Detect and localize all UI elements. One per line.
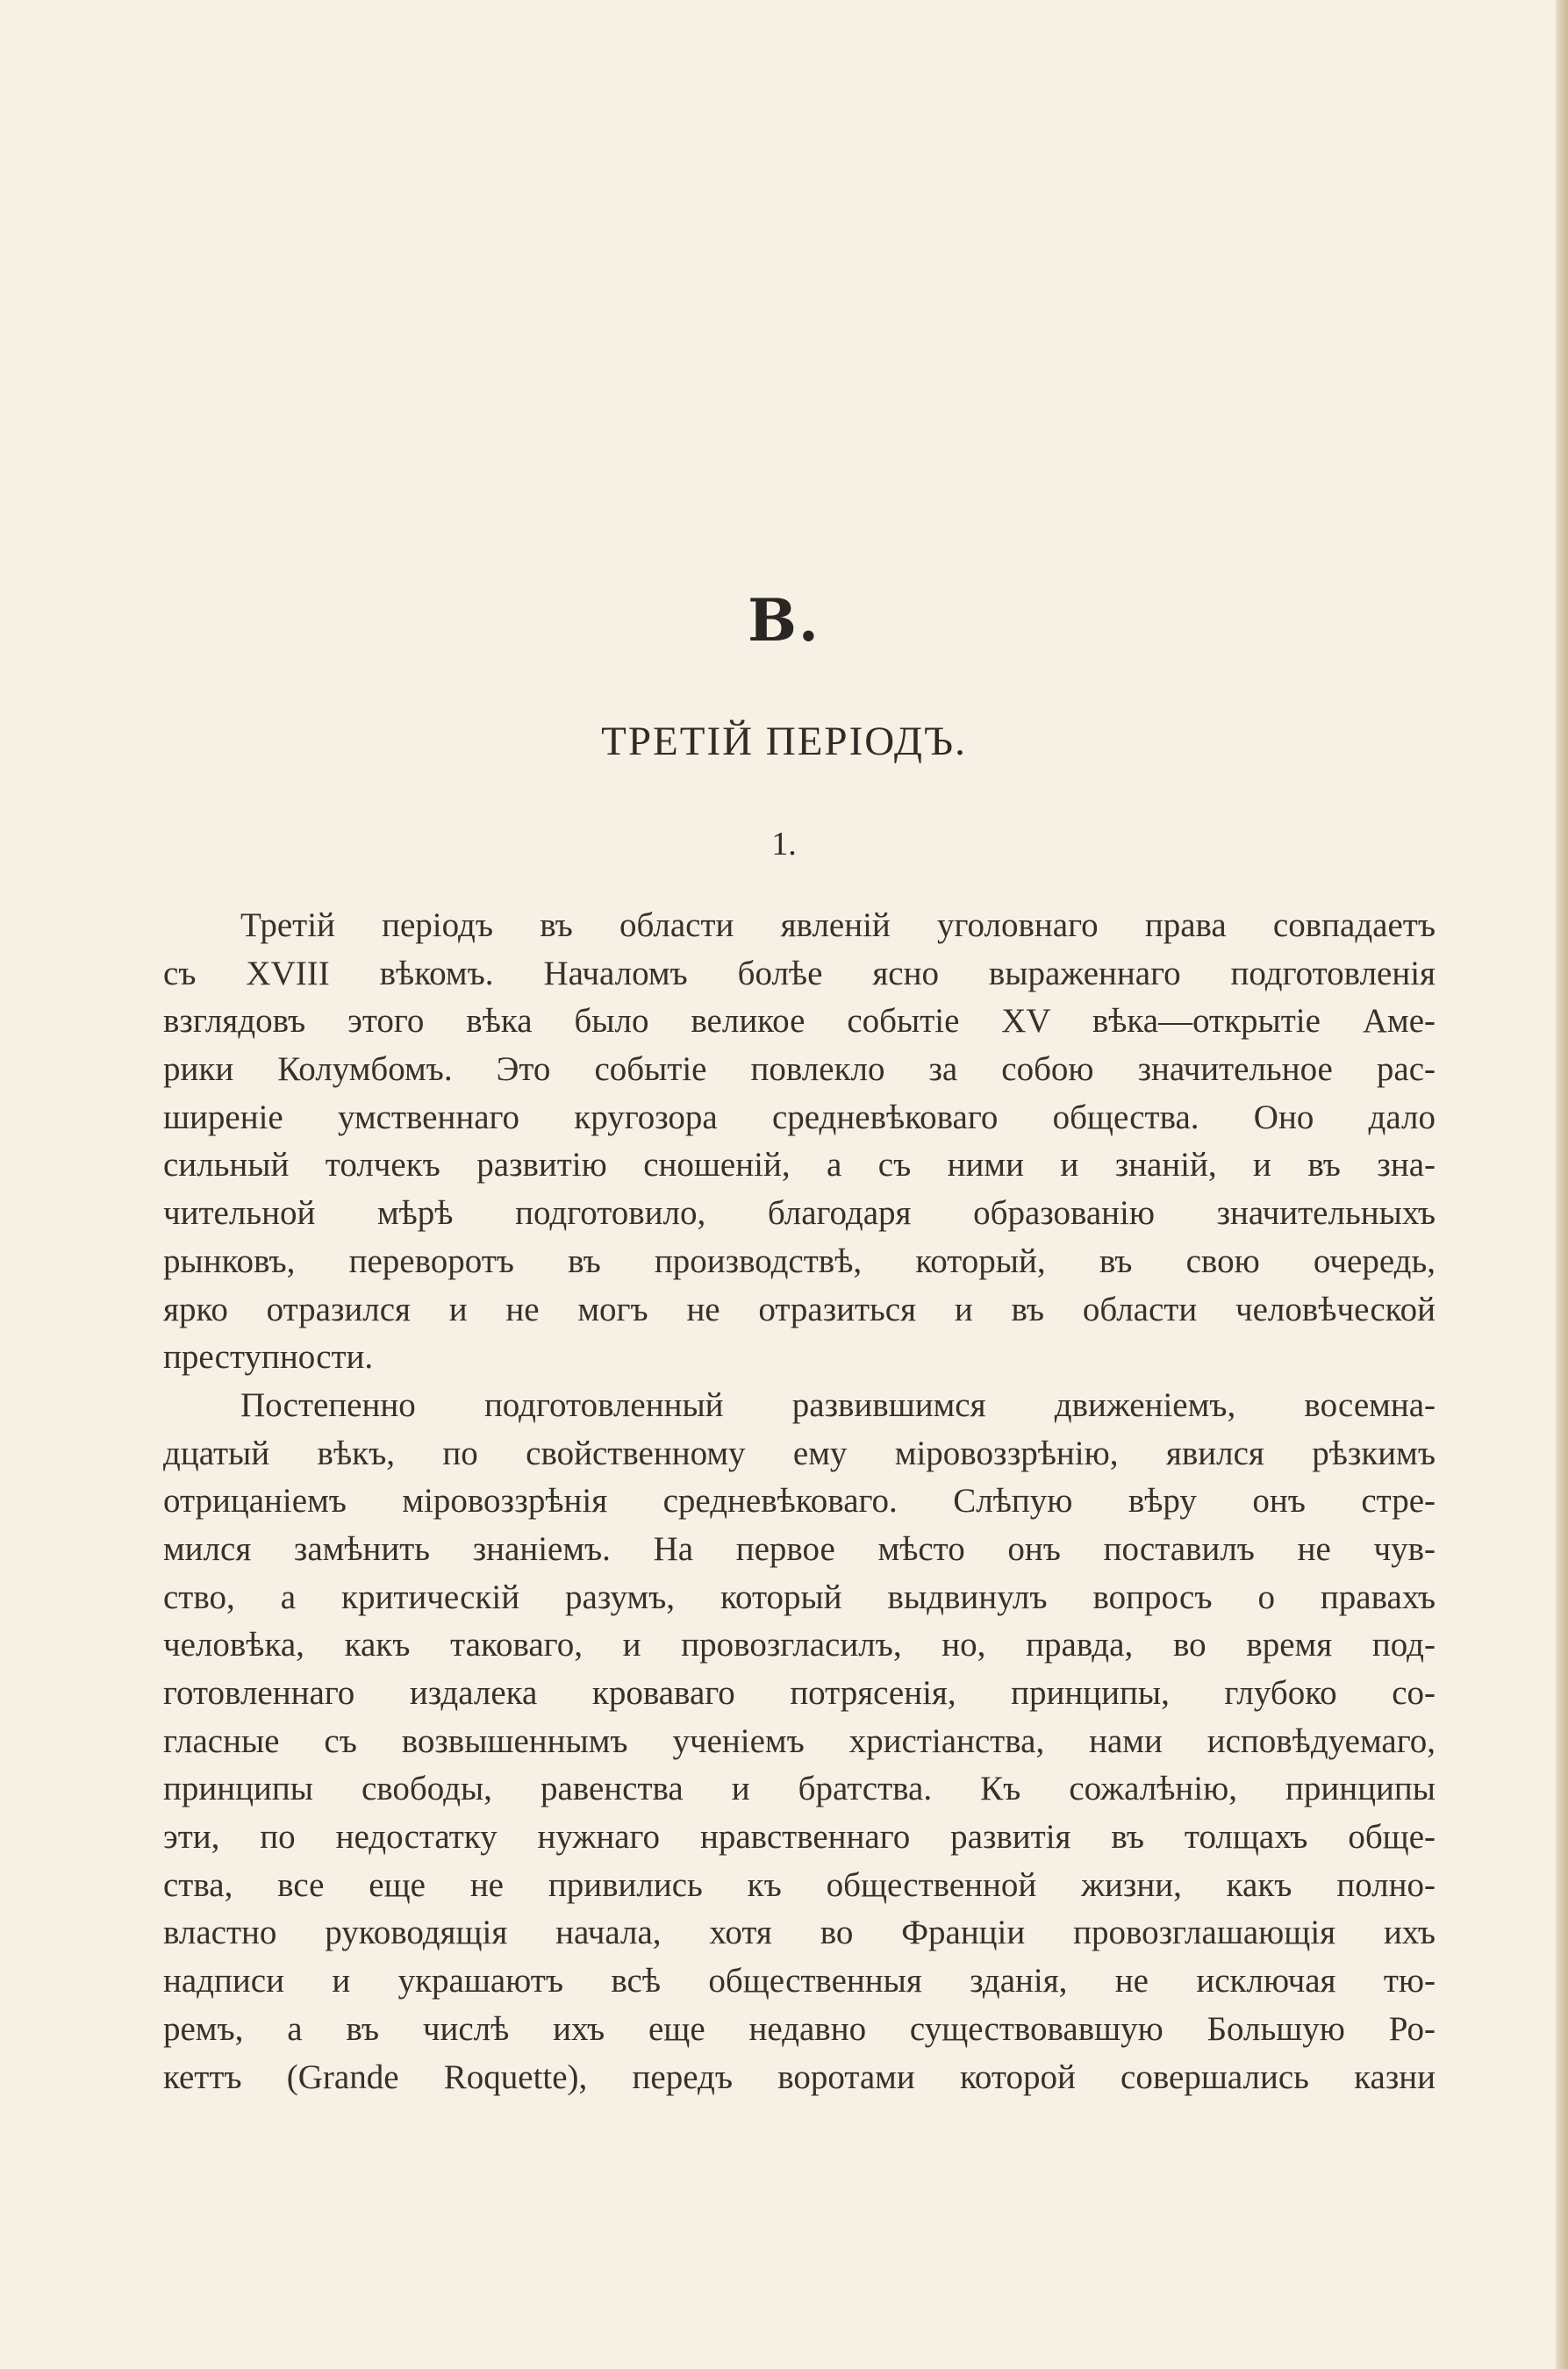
text-line: ширеніе умственнаго кругозора средневѣковаго общества. Оно дало [163,1098,1436,1136]
text-line: готовленнаго издалека кроваваго потрясенія, принципы, глубоко со- [163,1674,1436,1712]
text-line: взглядовъ этого вѣка было великое событіе XV вѣка—открытіе Аме- [163,1002,1436,1041]
text-line: рики Колумбомъ. Это событіе повлекло за собою значительное рас- [163,1050,1436,1089]
section-number: 1. [771,826,797,862]
text-line: надписи и украшаютъ всѣ общественныя зданія, не исключая тю- [163,1962,1436,2000]
text-line: Третій періодъ въ области явленій уголовнаго права совпадаетъ [240,906,1436,944]
chapter-letter: В. [748,586,820,655]
chapter-title: ТРЕТІЙ ПЕРІОДЪ. [601,719,967,764]
text-line: принципы свободы, равенства и братства. Къ сожалѣнію, принципы [163,1770,1436,1808]
page-edge-shadow [1556,0,1568,2369]
text-line: Постепенно подготовленный развившимся движеніемъ, восемна- [240,1385,1436,1424]
text-line: рынковъ, переворотъ въ производствѣ, который, въ свою очередь, [163,1242,1436,1280]
text-line: ства, все еще не привились къ общественной жизни, какъ полно- [163,1865,1436,1904]
text-line: человѣка, какъ таковаго, и провозгласилъ, но, правда, во время под- [163,1626,1436,1664]
text-line: съ XVIII вѣкомъ. Началомъ болѣе ясно выраженнаго подготовленія [163,954,1436,992]
text-line: ремъ, а въ числѣ ихъ еще недавно существовавшую Большую Ро- [163,2009,1436,2048]
text-line: преступности. [163,1338,374,1377]
text-line: дцатый вѣкъ, по свойственному ему міровоззрѣнію, явился рѣзкимъ [163,1434,1436,1472]
text-line: эти, по недостатку нужнаго нравственнаго развитія въ толщахъ обще- [163,1818,1436,1857]
text-line: мился замѣнить знаніемъ. На первое мѣсто онъ поставилъ не чув- [163,1529,1436,1568]
body-text [163,902,1436,2101]
text-line: ство, а критическій разумъ, который выдвинулъ вопросъ о правахъ [163,1578,1436,1616]
text-line: отрицаніемъ міровоззрѣнія средневѣковаго. Слѣпую вѣру онъ стре- [163,1482,1436,1521]
text-line: сильный толчекъ развитію сношеній, а съ ними и знаній, и въ зна- [163,1146,1436,1184]
text-line: ярко отразился и не могъ не отразиться и въ области человѣческой [163,1290,1436,1328]
text-line: чительной мѣрѣ подготовило, благодаря образованію значительныхъ [163,1194,1436,1233]
text-line: властно руководящія начала, хотя во Франціи провозглашающія ихъ [163,1914,1436,1952]
text-line: кеттъ (Grande Roquette), передъ воротами которой совершались казни [163,2058,1436,2096]
text-line: гласные съ возвышеннымъ ученіемъ христіанства, нами исповѣдуемаго, [163,1721,1436,1760]
